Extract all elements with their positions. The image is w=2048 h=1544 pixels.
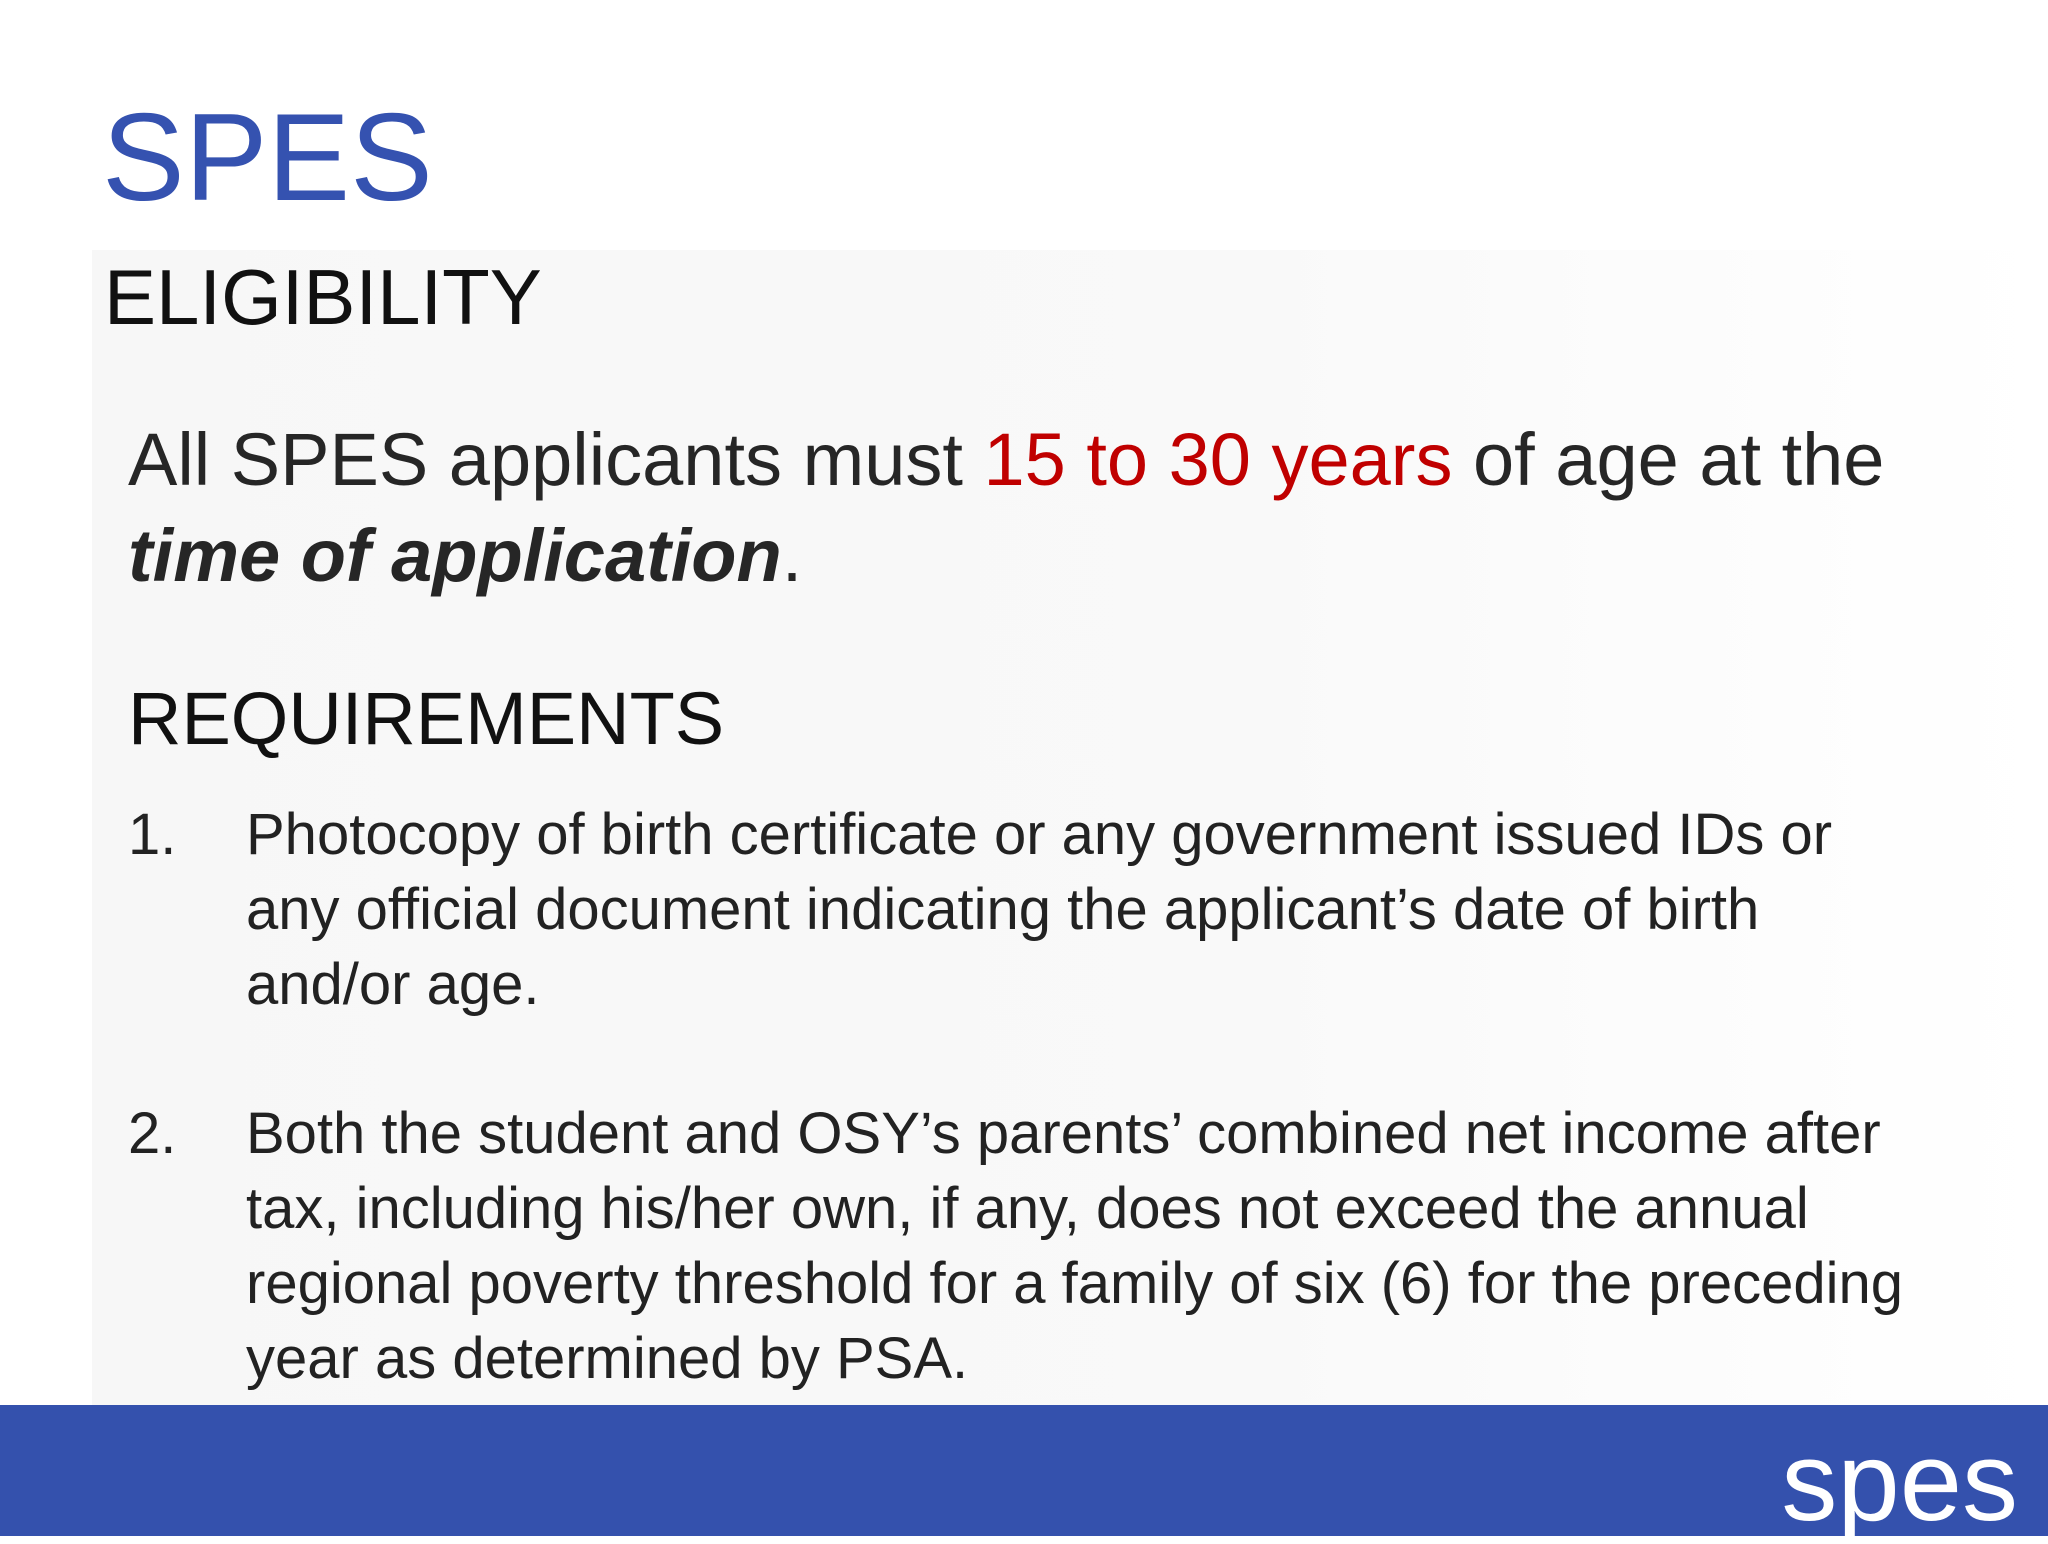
time-of-application-emphasis: time of application (128, 514, 782, 597)
age-range-highlight: 15 to 30 years (983, 418, 1453, 501)
footer-band (0, 1405, 2048, 1544)
slide-subtitle: ELIGIBILITY (104, 253, 542, 341)
eligibility-text-part2: of age at the (1452, 418, 1885, 501)
requirement-number: 2. (128, 1101, 177, 1166)
requirements-heading: REQUIREMENTS (128, 677, 725, 760)
slide-title: SPES (102, 89, 433, 227)
eligibility-text-part3: . (781, 514, 803, 597)
requirement-text: Photocopy of birth certificate or any government issued IDs or any official document indicating the applicant’s date of birth and/or age. (246, 802, 1833, 1017)
spes-logo-text: spes (1781, 1419, 2018, 1544)
requirement-text: Both the student and OSY’s parents’ combined net income after tax, including his/her own, if any, does not exceed the annual regional poverty threshold for a family of six (6) for the preceding year as determined by PSA. (246, 1101, 1904, 1391)
eligibility-statement (128, 412, 1988, 604)
eligibility-text-part1: All SPES applicants must (128, 418, 984, 501)
requirement-item-2 (128, 1096, 1908, 1396)
requirement-number: 1. (128, 802, 177, 867)
requirement-item-1 (128, 797, 1908, 1022)
